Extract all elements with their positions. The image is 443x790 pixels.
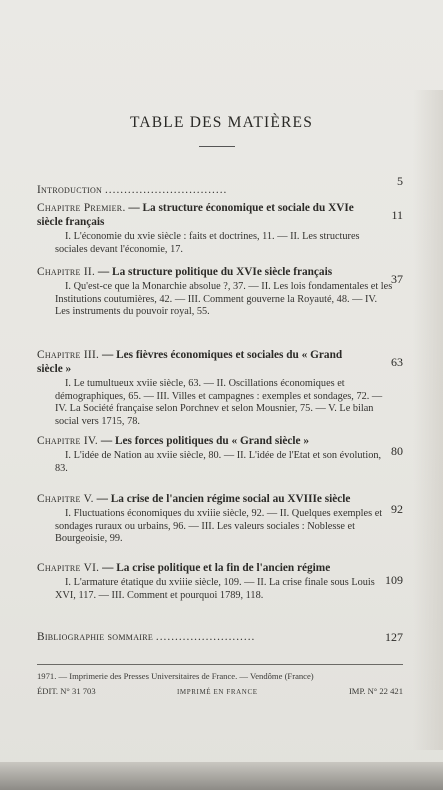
chapter-description: I. L'idée de Nation au xviie siècle, 80. — II. L'idée de l'Etat et son évolution, 83. xyxy=(55,450,382,474)
imprint-rule xyxy=(37,664,403,665)
page-bottom-edge xyxy=(0,762,443,790)
chapter-page: 37 xyxy=(391,272,403,286)
chapter-description: I. Le tumultueux xviie siècle, 63. — II. Oscillations économiques et démographiques, 65. — III. Villes et campagnes : exemples et sondages, 72. — IV. La Société française selon Porchnev et selon Mousnier, 75. — V. Le bilan social vers 1715, 78. xyxy=(55,378,383,427)
toc-bibliography[interactable] xyxy=(37,630,403,644)
toc-chapter-5[interactable] xyxy=(37,492,403,546)
introduction-dots: ................................ xyxy=(104,184,228,196)
imprint-line: 1971. — Imprimerie des Presses Universitaires de France. — Vendôme (France) xyxy=(37,671,314,681)
printed-in-france: IMPRIMÉ EN FRANCE xyxy=(177,688,258,696)
toc-chapter-3[interactable] xyxy=(37,348,403,428)
imprint-number: IMP. N° 22 421 xyxy=(348,686,403,696)
toc-chapter-1[interactable] xyxy=(37,201,403,256)
introduction-label: Introduction xyxy=(37,184,103,196)
chapter-title: — La structure économique et sociale du XVIe siècle français xyxy=(37,202,354,228)
chapter-description: I. Qu'est-ce que la Monarchie absolue ?, 37. — II. Les lois fondamentales et les Institutions coutumières, 42. — III. Comment gouverne la Royauté, 48. — IV. Les instruments du pouvoir royal, 55. xyxy=(55,281,393,317)
chapter-title: — Les fièvres économiques et sociales du « Grand siècle » xyxy=(37,349,343,375)
chapter-title: — La crise de l'ancien régime social au XVIIIe siècle xyxy=(96,493,351,505)
chapter-label: Chapitre II. xyxy=(37,266,96,278)
chapter-label: Chapitre V. xyxy=(37,493,94,505)
chapter-description: I. L'économie du xvie siècle : faits et doctrines, 11. — II. Les structures sociales devant l'économie, 17. xyxy=(55,231,360,255)
chapter-title: — La crise politique et la fin de l'ancien régime xyxy=(102,562,331,574)
chapter-title: — Les forces politiques du « Grand siècle » xyxy=(100,435,310,447)
chapter-page: 109 xyxy=(385,573,403,587)
edition-number: ÉDIT. N° 31 703 xyxy=(37,686,96,696)
chapter-page: 11 xyxy=(391,208,403,222)
chapter-label: Chapitre Premier. xyxy=(37,202,126,214)
chapter-description: I. Fluctuations économiques du xviiie siècle, 92. — II. Quelques exemples et sondages ruraux ou urbains, 96. — III. Les valeurs sociales : Noblesse et Bourgeoisie, 99. xyxy=(55,508,383,544)
bibliography-label: Bibliographie sommaire xyxy=(37,631,154,643)
chapter-label: Chapitre IV. xyxy=(37,435,99,447)
page-edge-shadow xyxy=(413,90,443,750)
toc-chapter-4[interactable] xyxy=(37,434,403,475)
chapter-page: 92 xyxy=(391,502,403,516)
toc-title: TABLE DES MATIÈRES xyxy=(129,114,314,131)
chapter-title: — La structure politique du XVIe siècle français xyxy=(97,266,333,278)
introduction-page: 5 xyxy=(397,174,403,188)
title-rule xyxy=(199,146,235,147)
chapter-label: Chapitre VI. xyxy=(37,562,100,574)
toc-chapter-2[interactable] xyxy=(37,265,403,319)
chapter-page: 63 xyxy=(391,355,403,369)
chapter-label: Chapitre III. xyxy=(37,349,100,361)
chapter-page: 80 xyxy=(391,444,403,458)
bibliography-dots: .......................... xyxy=(155,631,256,643)
chapter-description: I. L'armature étatique du xviiie siècle, 109. — II. La crise finale sous Louis XVI, 117. — III. Comment et pourquoi 1789, 118. xyxy=(55,577,375,601)
imprint-numbers xyxy=(37,686,403,698)
bibliography-page: 127 xyxy=(385,630,403,644)
toc-chapter-6[interactable] xyxy=(37,561,403,602)
toc-introduction[interactable] xyxy=(37,174,403,197)
